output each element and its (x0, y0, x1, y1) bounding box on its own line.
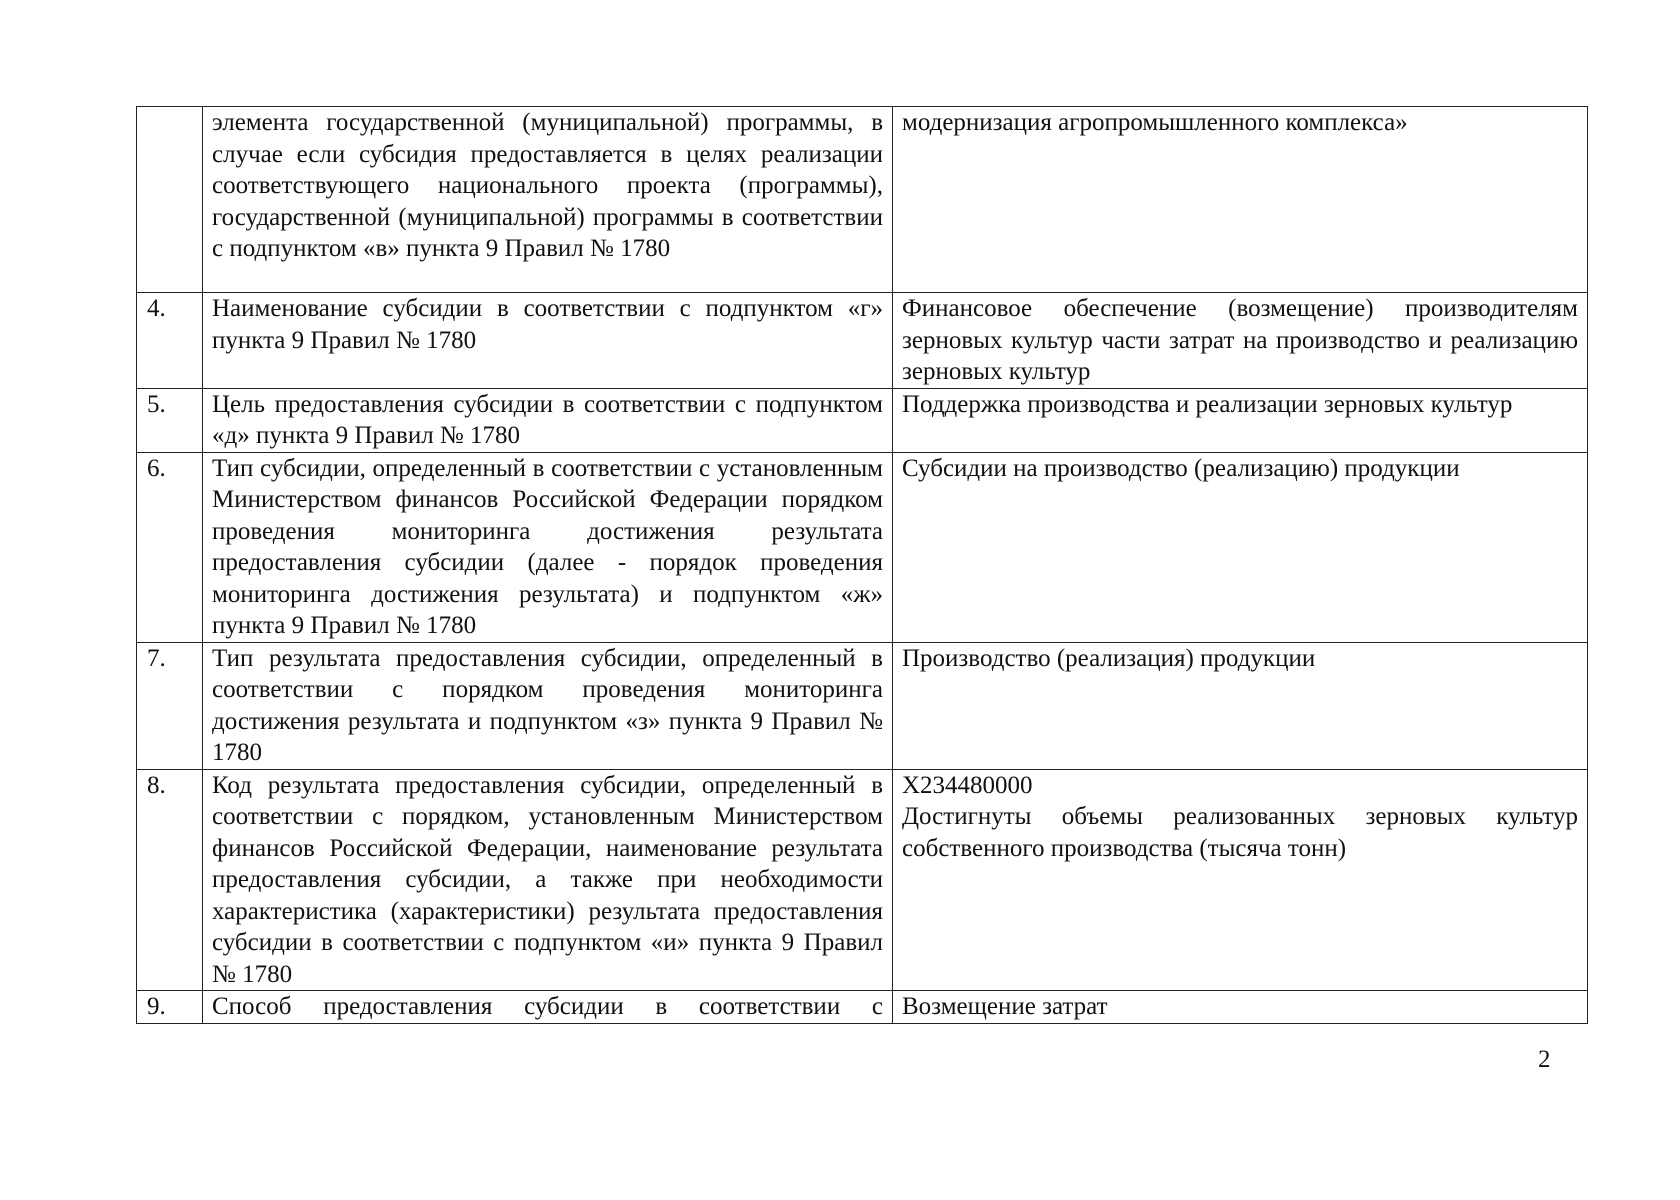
table-row (137, 769, 1588, 991)
result-name: Достигнуты объемы реализованных зерновых культур собственного производства (тысяча тонн) (902, 803, 1578, 862)
row-parameter: Цель предоставления субсидии в соответствии с подпунктом «д» пункта 9 Правил № 1780 (203, 388, 893, 452)
page-number: 2 (1538, 1046, 1551, 1073)
row-parameter: Способ предоставления субсидии в соответствии с (203, 991, 893, 1024)
row-parameter: Код результата предоставления субсидии, определенный в соответствии с порядком, установленным Министерством финансов Российской Федерации, наименование результата предоставления субсидии, а также при необходимости характеристика (характеристики) результата предоставления субсидии в соответствии с подпунктом «и» пункта 9 Правил № 1780 (203, 769, 893, 991)
row-number: 5. (137, 388, 203, 452)
table-row (137, 293, 1588, 389)
table-row (137, 991, 1588, 1024)
row-parameter: элемента государственной (муниципальной) программы, в случае если субсидия предоставляется в целях реализации соответствующего национального проекта (программы), государственной (муниципальной) программы в соответствии с подпунктом «в» пункта 9 Правил № 1780 (203, 107, 893, 293)
row-number (137, 107, 203, 293)
row-parameter: Тип субсидии, определенный в соответствии с установленным Министерством финансов Российской Федерации порядком проведения мониторинга достижения результата предоставления субсидии (далее - порядок проведения мониторинга достижения результата) и подпунктом «ж» пункта 9 Правил № 1780 (203, 452, 893, 642)
row-value: модернизация агропромышленного комплекса» (893, 107, 1588, 293)
table-row (137, 388, 1588, 452)
row-value: Субсидии на производство (реализацию) продукции (893, 452, 1588, 642)
row-number: 8. (137, 769, 203, 991)
row-value: Поддержка производства и реализации зерновых культур (893, 388, 1588, 452)
row-value: Возмещение затрат (893, 991, 1588, 1024)
row-parameter: Тип результата предоставления субсидии, определенный в соответствии с порядком проведения мониторинга достижения результата и подпунктом «з» пункта 9 Правил № 1780 (203, 642, 893, 769)
table-row (137, 452, 1588, 642)
table-row (137, 642, 1588, 769)
table-row (137, 107, 1588, 293)
row-number: 7. (137, 642, 203, 769)
row-value: Производство (реализация) продукции (893, 642, 1588, 769)
row-number: 6. (137, 452, 203, 642)
row-value (893, 769, 1588, 991)
row-value: Финансовое обеспечение (возмещение) производителям зерновых культур части затрат на производство и реализацию зерновых культур (893, 293, 1588, 389)
result-code: Х234480000 (902, 771, 1033, 799)
row-number: 9. (137, 991, 203, 1024)
row-parameter: Наименование субсидии в соответствии с подпунктом «г» пункта 9 Правил № 1780 (203, 293, 893, 389)
row-number: 4. (137, 293, 203, 389)
subsidy-table (136, 106, 1588, 1024)
